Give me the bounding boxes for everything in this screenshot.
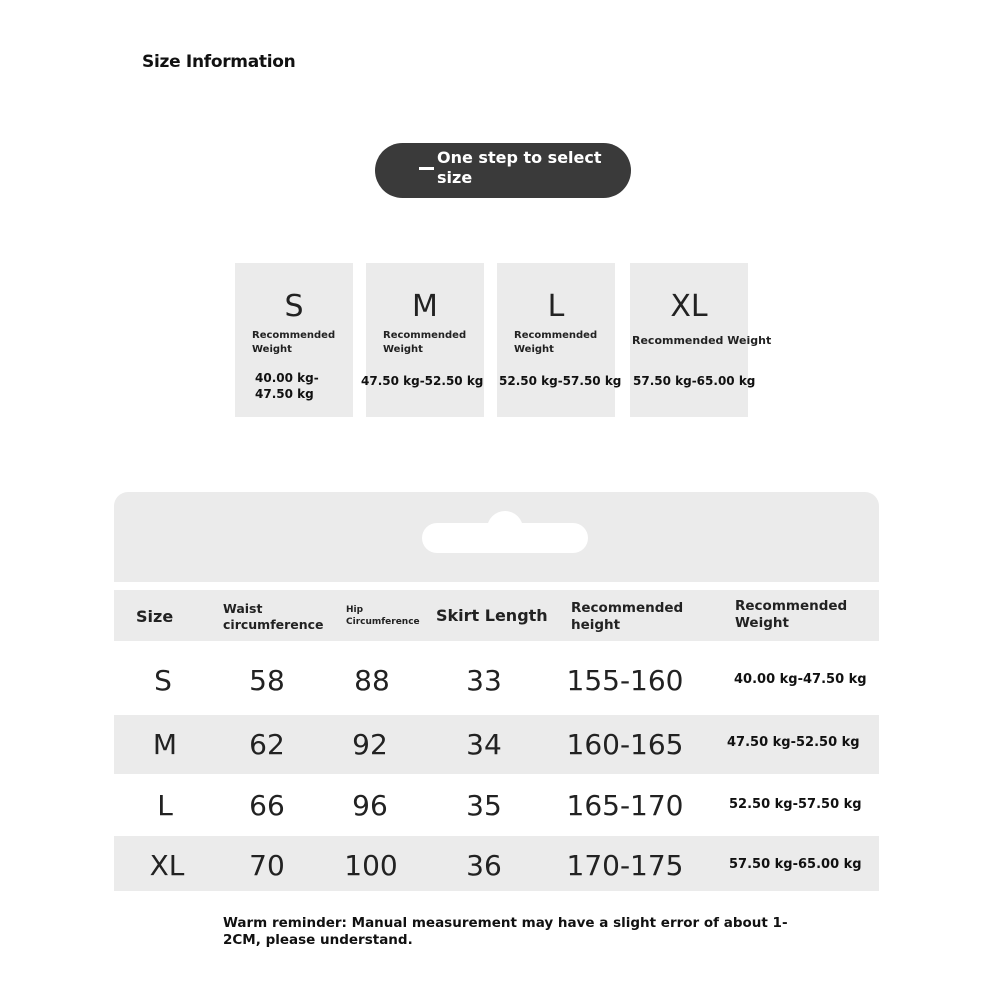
table-cell-hip: 92 xyxy=(352,728,388,761)
header-height: Recommended height xyxy=(571,600,684,633)
table-cell-waist: 62 xyxy=(249,728,285,761)
header-skirt: Skirt Length xyxy=(436,606,548,625)
header-waist: Waist circumference xyxy=(223,601,324,632)
card-size: XL xyxy=(670,289,708,324)
table-cell-waist: 70 xyxy=(249,849,285,882)
table-cell-height: 170-175 xyxy=(566,849,684,882)
table-cell-weight: 47.50 kg-52.50 kg xyxy=(727,735,860,750)
table-cell-height: 165-170 xyxy=(566,789,684,822)
table-cell-size: M xyxy=(152,728,178,761)
card-label: Recommended Weight xyxy=(632,334,772,347)
table-cell-weight: 57.50 kg-65.00 kg xyxy=(729,857,862,872)
table-cell-size: L xyxy=(157,789,173,822)
table-cell-size: S xyxy=(154,664,172,697)
size-card-xl xyxy=(630,263,772,417)
table-cell-height: 160-165 xyxy=(566,728,684,761)
card-size: S xyxy=(284,289,304,324)
pill-text: One step to select size xyxy=(437,148,602,187)
card-label: Recommended Weight xyxy=(383,330,467,355)
card-label: Recommended Weight xyxy=(252,330,336,355)
table-cell-height: 155-160 xyxy=(566,664,684,697)
table-cell-skirt: 36 xyxy=(466,849,502,882)
table-cell-hip: 100 xyxy=(344,849,398,882)
header-hip: Hip Circumference xyxy=(346,605,420,627)
card-range: 57.50 kg-65.00 kg xyxy=(633,374,756,388)
select-size-pill xyxy=(375,143,631,198)
card-size: M xyxy=(412,289,438,324)
table-cell-skirt: 35 xyxy=(466,789,502,822)
size-card-s xyxy=(235,263,353,417)
table-cell-weight: 40.00 kg-47.50 kg xyxy=(734,672,867,687)
table-cell-hip: 88 xyxy=(354,664,390,697)
table-cell-hip: 96 xyxy=(352,789,388,822)
card-range: 52.50 kg-57.50 kg xyxy=(499,374,622,388)
table-tag xyxy=(114,492,879,582)
header-weight: Recommended Weight xyxy=(735,598,848,631)
table-cell-weight: 52.50 kg-57.50 kg xyxy=(729,797,862,812)
dash-icon xyxy=(419,167,434,170)
table-cell-waist: 58 xyxy=(249,664,285,697)
card-label: Recommended Weight xyxy=(514,330,598,355)
card-size: L xyxy=(547,289,565,324)
header-size: Size xyxy=(136,607,174,626)
card-range: 47.50 kg-52.50 kg xyxy=(361,374,484,388)
warm-reminder: Warm reminder: Manual measurement may have a slight error of about 1-2CM, please understand. xyxy=(223,915,788,948)
size-card-l xyxy=(497,263,622,417)
table-cell-size: XL xyxy=(149,849,185,882)
table-cell-skirt: 33 xyxy=(466,664,502,697)
card-range: 40.00 kg-47.50 kg xyxy=(255,371,319,401)
table-cell-waist: 66 xyxy=(249,789,285,822)
table-cell-skirt: 34 xyxy=(466,728,502,761)
page-title: Size Information xyxy=(142,52,296,72)
hang-hole-slot xyxy=(422,523,588,553)
size-card-m xyxy=(361,263,484,417)
